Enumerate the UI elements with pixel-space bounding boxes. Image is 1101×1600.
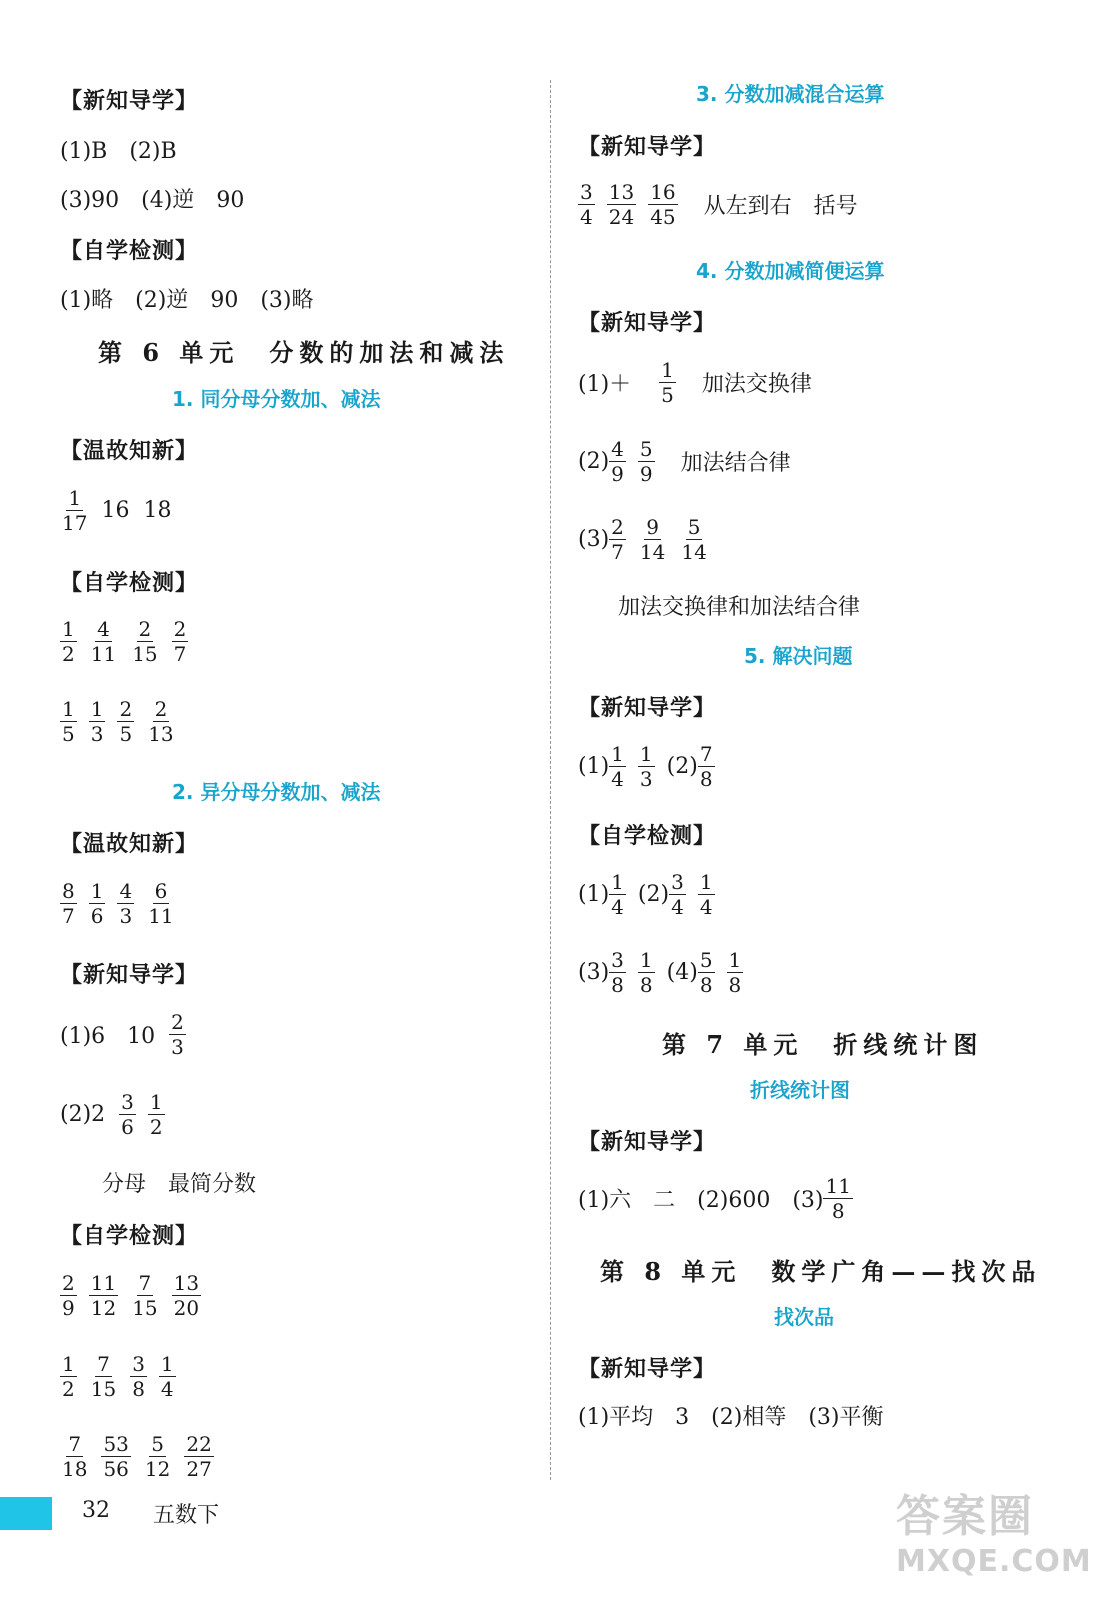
answer-text: 从左到右 括号	[703, 194, 858, 219]
fraction: $\frac{16}{45}$	[650, 180, 676, 229]
section-header: 【新知导学】	[578, 311, 717, 336]
fraction: $\frac{3}{8}$	[132, 1352, 145, 1401]
answer-line	[60, 1090, 177, 1139]
fraction: $\frac{11}{12}$	[90, 1271, 117, 1320]
section-header: 【自学检测】	[60, 571, 199, 596]
fraction: $\frac{6}{11}$	[148, 879, 174, 928]
answer-text: (4)	[666, 960, 698, 985]
section-header: 【新知导学】	[578, 696, 717, 721]
lesson-title: 4. 分数加减简便运算	[696, 259, 885, 283]
fraction: $\frac{3}{4}$	[671, 870, 684, 919]
fraction: $\frac{2}{7}$	[173, 617, 187, 666]
answer-text: (2)	[578, 449, 610, 474]
answer-number: 16	[101, 498, 130, 523]
answer-text: (3)	[578, 527, 610, 552]
fraction: $\frac{1}{2}$	[62, 617, 75, 666]
fraction: $\frac{2}{9}$	[62, 1271, 75, 1320]
answer-line	[60, 1010, 198, 1059]
answer-line	[578, 870, 727, 919]
fraction: $\frac{1}{3}$	[639, 742, 653, 791]
answer-text: (2)2	[60, 1102, 106, 1127]
fraction: $\frac{1}{5}$	[62, 697, 75, 746]
answer-line	[578, 358, 812, 407]
fraction: $\frac{53}{56}$	[103, 1432, 129, 1481]
fraction: $\frac{4}{3}$	[119, 879, 133, 928]
lesson-title: 3. 分数加减混合运算	[696, 82, 885, 106]
fraction-row	[60, 1352, 188, 1401]
answer-number: 18	[143, 498, 172, 523]
fraction-row	[60, 879, 188, 928]
answer-line: 分母 最简分数	[102, 1172, 257, 1197]
fraction: $\frac{3}{4}$	[580, 180, 593, 229]
fraction: $\frac{1}{4}$	[160, 1352, 174, 1401]
section-header: 【新知导学】	[578, 135, 717, 160]
answer-text: (3)	[578, 960, 610, 985]
answer-line: (3)90 (4)逆 90	[60, 188, 245, 213]
answer-line	[578, 437, 791, 486]
page-corner-tab	[0, 1497, 52, 1530]
section-header: 【新知导学】	[578, 1130, 717, 1155]
watermark	[896, 1480, 1092, 1590]
answer-text: 加法结合律	[680, 451, 791, 476]
answer-line: (1)B (2)B	[60, 139, 177, 164]
answer-line	[578, 742, 727, 791]
answer-line: (1)略 (2)逆 90 (3)略	[60, 288, 314, 313]
section-header: 【自学检测】	[60, 239, 199, 264]
answer-text: 加法交换律	[701, 372, 812, 397]
fraction: $\frac{8}{7}$	[62, 879, 75, 928]
fraction: $\frac{1}{4}$	[611, 742, 624, 791]
fraction-row	[60, 1271, 213, 1320]
fraction: $\frac{22}{27}$	[186, 1432, 212, 1481]
answer-line	[578, 948, 755, 997]
fraction: $\frac{2}{13}$	[148, 697, 174, 746]
lesson-title: 1. 同分母分数加、减法	[172, 387, 381, 411]
fraction: $\frac{1}{8}$	[639, 948, 653, 997]
unit-title: 第 6 单元 分数的加法和减法	[98, 338, 510, 367]
fraction-row	[60, 1432, 226, 1481]
answer-text: (1)＋	[578, 372, 632, 397]
section-header: 【新知导学】	[60, 89, 199, 114]
fraction: $\frac{1}{2}$	[62, 1352, 75, 1401]
section-header: 【自学检测】	[578, 824, 717, 849]
fraction: $\frac{1}{17}$	[62, 486, 88, 535]
fraction: $\frac{1}{8}$	[728, 948, 742, 997]
watermark-line1: 答案圈	[896, 1491, 1034, 1542]
section-header: 【温故知新】	[60, 832, 199, 857]
section-header: 【新知导学】	[60, 963, 199, 988]
lesson-title: 2. 异分母分数加、减法	[172, 780, 381, 804]
answer-text: (2)	[637, 882, 670, 907]
answer-text: (2)	[666, 754, 698, 779]
section-header: 【自学检测】	[60, 1224, 199, 1249]
fraction-row	[60, 697, 188, 746]
fraction: $\frac{2}{5}$	[119, 697, 133, 746]
fraction: $\frac{2}{15}$	[132, 617, 158, 666]
fraction: $\frac{13}{24}$	[608, 180, 635, 229]
fraction: $\frac{3}{6}$	[121, 1090, 134, 1139]
answer-line	[578, 1174, 865, 1223]
lesson-title: 5. 解决问题	[744, 644, 853, 668]
page-number: 32	[82, 1498, 110, 1523]
fraction: $\frac{7}{15}$	[132, 1271, 158, 1320]
lesson-title: 折线统计图	[750, 1078, 850, 1102]
section-header: 【新知导学】	[578, 1357, 717, 1382]
lesson-title: 找次品	[774, 1305, 834, 1329]
fraction: $\frac{7}{8}$	[699, 742, 713, 791]
answer-text: (1)6 10	[60, 1024, 156, 1049]
fraction: $\frac{1}{6}$	[90, 879, 104, 928]
fraction: $\frac{2}{7}$	[611, 515, 624, 564]
book-label: 五数下	[153, 1503, 220, 1528]
fraction: $\frac{5}{12}$	[144, 1432, 171, 1481]
fraction: $\frac{1}{3}$	[90, 697, 104, 746]
fraction: $\frac{13}{20}$	[173, 1271, 200, 1320]
answer-line	[578, 180, 858, 229]
fraction: $\frac{7}{15}$	[90, 1352, 117, 1401]
answer-line	[578, 515, 721, 564]
fraction: $\frac{5}{9}$	[639, 437, 653, 486]
fraction-row	[60, 486, 171, 535]
fraction: $\frac{1}{5}$	[661, 358, 674, 407]
fraction: $\frac{3}{8}$	[611, 948, 624, 997]
unit-title: 第 8 单元 数学广角——找次品	[600, 1257, 1042, 1286]
fraction: $\frac{7}{18}$	[62, 1432, 88, 1481]
fraction: $\frac{4}{9}$	[611, 437, 624, 486]
answer-text: (1)六 二 (2)600 (3)	[578, 1188, 824, 1213]
fraction: $\frac{9}{14}$	[639, 515, 666, 564]
fraction: $\frac{5}{8}$	[699, 948, 713, 997]
fraction: $\frac{5}{14}$	[681, 515, 707, 564]
fraction: $\frac{2}{3}$	[171, 1010, 184, 1059]
fraction: $\frac{11}{8}$	[825, 1174, 851, 1223]
fraction: $\frac{1}{2}$	[149, 1090, 163, 1139]
answer-line: 加法交换律和加法结合律	[618, 595, 861, 620]
answer-text: (1)	[578, 882, 610, 907]
column-divider	[550, 80, 551, 1480]
section-header: 【温故知新】	[60, 439, 199, 464]
unit-title: 第 7 单元 折线统计图	[662, 1030, 984, 1059]
fraction: $\frac{1}{4}$	[699, 870, 713, 919]
answer-text: (1)	[578, 754, 610, 779]
fraction: $\frac{1}{4}$	[611, 870, 624, 919]
fraction-row	[60, 617, 200, 666]
watermark-line2: MXQE.COM	[896, 1544, 1092, 1579]
fraction: $\frac{4}{11}$	[90, 617, 117, 666]
answer-line: (1)平均 3 (2)相等 (3)平衡	[578, 1405, 884, 1430]
